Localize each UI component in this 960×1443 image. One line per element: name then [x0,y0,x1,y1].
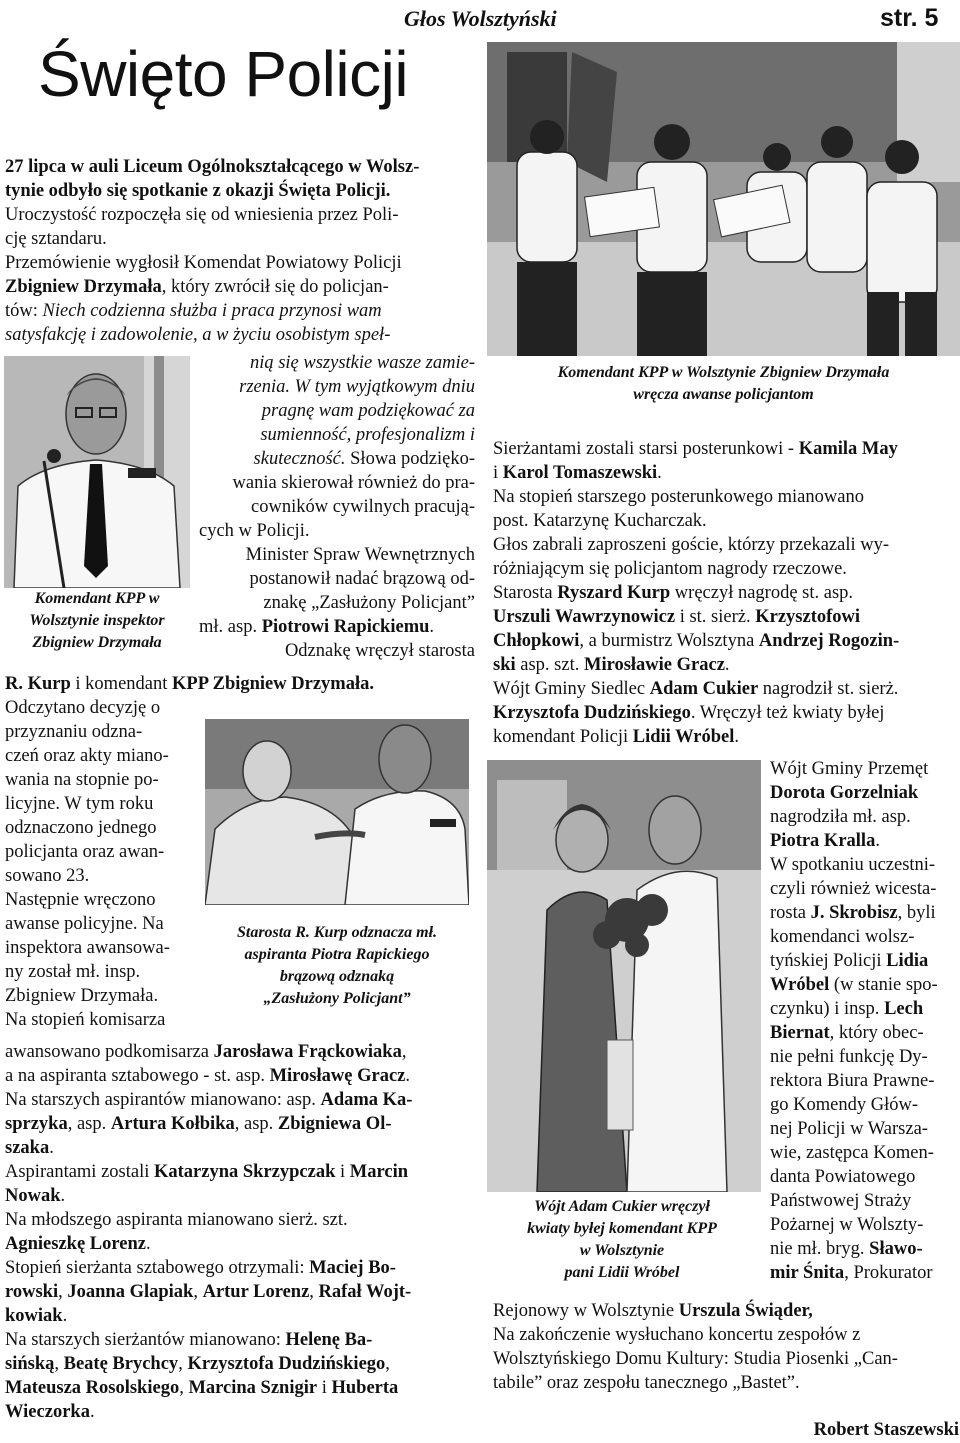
person-name: Artura Kołbika [110,1114,235,1134]
text-span: , [178,1354,188,1374]
caption-line: wręcza awanse policjantom [633,386,814,403]
text-line: znakę „Zasłużony Policjant” [263,593,475,613]
text-span: . Wręczył też kwiaty byłej [690,703,885,723]
person-name: Urszuli Wawrzynowicz [493,607,676,627]
quote-span: Niech codzienna służba i praca przynosi wam [42,301,382,321]
text-line: awanse policyjne. Na [5,914,164,934]
text-line [5,1328,475,1352]
caption-line: Komendant KPP w [34,590,160,607]
text-line [493,725,959,749]
person-name: ski [493,655,516,675]
person-name: Agnieszkę Lorenz [5,1234,146,1254]
text-line [493,701,959,725]
person-name: Karol Tomaszewski [502,463,658,483]
person-name: sińską [5,1354,55,1374]
text-span: . [429,617,435,637]
text-span: , Prokurator [844,1263,933,1283]
text-span: , [385,1354,390,1374]
person-name: Krzysztofa Dudzińskiego [187,1354,386,1374]
text-span: i komendant [70,674,173,694]
text-line [770,997,960,1021]
person-name: Adam Cukier [649,679,759,699]
text-line [5,1160,475,1184]
article-right-narrow-block [770,757,960,1285]
text-span: . [875,831,880,851]
text-line [493,677,959,701]
person-name: J. Skrobisz [810,903,898,923]
text-line: Na stopień starszego posterunkowego mianowano [493,487,864,507]
text-span: , asp. [67,1114,111,1134]
text-line [770,829,960,853]
text-line [5,1256,475,1280]
text-line [493,581,959,605]
text-span: , a burmistrz Wolsztyna [579,631,759,651]
ceremony-photo [487,42,960,356]
person-name: Helenę Ba- [285,1330,373,1350]
person-name: Piotrowi Rapickiemu [261,617,430,637]
text-span: , [193,1282,203,1302]
person-name: Zbigniew Drzymała [5,277,162,297]
text-span: , byli [897,903,936,923]
text-line: postanowił nadać brązową od- [249,569,475,589]
person-name: Jarosława Frąckowiaka [213,1042,402,1062]
text-span: . [405,1066,410,1086]
ceremony-caption [487,362,960,406]
caption-line: brązową odznaką [279,968,395,985]
text-span: (w stanie spo- [829,975,938,995]
text-span: . [60,1186,66,1206]
medal-caption [205,922,469,1010]
quote-span: skuteczność. [253,449,346,469]
text-line [5,1232,475,1256]
text-span: nie mł. bryg. [770,1239,870,1259]
text-span: . [657,463,662,483]
text-line [5,1400,475,1424]
person-name: Wróbel [770,975,830,995]
portrait-photo [4,356,190,588]
article-narrow-block [5,696,197,1032]
text-span: rosta [770,903,811,923]
text-line: Dorota Gorzelniak [770,783,919,803]
person-name: Sławo- [869,1239,923,1259]
person-name: Krzysztofowi [755,607,861,627]
person-name: R. Kurp [5,674,71,694]
text-line [770,901,960,925]
text-line: W spotkaniu uczestni- [770,855,936,875]
person-name: Kamila May [798,439,898,459]
text-line [493,461,959,485]
person-name: Mateusza Rosolskiego [5,1378,180,1398]
text-line [5,1112,475,1136]
text-line: nagrodziła mł. asp. [770,807,911,827]
text-line: tabile” oraz zespołu tanecznego „Bastet”. [493,1373,800,1393]
text-span: Sierżantami zostali starsi posterunkowi - [493,439,799,459]
text-line: pragnę wam podziękować za [261,401,475,421]
person-name: Biernat [770,1023,830,1043]
text-span: Wójt Gminy Siedlec [493,679,650,699]
text-line [5,1352,475,1376]
text-line: satysfakcję i zadowolenie, a w życiu osobistym speł- [5,325,391,345]
text-line: policjanta oraz awan- [5,842,165,862]
text-line [770,949,960,973]
text-line: nej Policji w Warsza- [770,1119,928,1139]
text-line: Wójt Gminy Przemęt [770,759,929,779]
text-span: i st. sierż. [675,607,756,627]
text-line: nie pełni funkcję Dy- [770,1047,928,1067]
text-line [493,1299,959,1323]
text-line [493,629,959,653]
person-name: Artur Lorenz [202,1282,310,1302]
person-name: Andrzej Rogozin- [758,631,900,651]
text-line: sumienność, profesjonalizm i [260,425,475,445]
text-span: Aspirantami zostali [5,1162,154,1182]
text-line [5,275,475,299]
person-name: Urszula Świąder, [678,1301,813,1321]
flowers-caption [487,1196,757,1284]
person-name: KPP Zbigniew Drzymała [172,674,370,694]
text-line: czeń oraz akty miano- [5,746,169,766]
text-line: przyznaniu odzna- [5,722,143,742]
person-name: Lidii Wróbel [632,727,735,747]
text-span: Rejonowy w Wolsztynie [493,1301,679,1321]
text-line [5,1304,475,1328]
text-line: danta Powiatowego [770,1167,916,1187]
text-span: mł. asp. [199,617,262,637]
text-line: różniającym się policjantom nagrody rzeczowe. [493,559,847,579]
text-line: Na młodszego aspiranta mianowano sierż. szt. [5,1210,348,1230]
caption-line: w Wolsztynie [579,1242,665,1259]
text-span: komendant Policji [493,727,633,747]
text-span: . [62,1306,68,1326]
person-name: Krzysztofa Dudzińskiego [493,703,691,723]
text-line: Odznakę wręczył starosta [284,641,475,661]
person-name: Rafał Wojt- [318,1282,412,1302]
person-name: szaka [5,1138,50,1158]
text-span: czynku) i insp. [770,999,885,1019]
text-span: . [49,1138,54,1158]
text-line: Wolsztyńskiego Domu Kultury: Studia Piosenki „Can- [493,1349,898,1369]
article-title: Święto Policji [38,38,409,110]
text-line: Na stopień komisarza [5,1010,166,1030]
text-span: wręczył nagrodę st. asp. [670,583,854,603]
text-span: . [734,727,739,747]
text-line: tynie odbyło się spotkanie z okazji Święta Policji. [5,181,391,201]
flowers-photo [487,760,761,1192]
text-span: , asp. [234,1114,278,1134]
text-span: , [179,1378,189,1398]
person-name: Lidia [886,951,929,971]
text-line: wie, zastępca Komen- [770,1143,934,1163]
article-middle-block [199,351,475,663]
article-lead [5,155,475,347]
text-line: cych w Policji. [199,521,310,541]
text-span: nagrodził st. sierż. [758,679,899,699]
text-span: tów: [5,301,43,321]
text-line [5,1088,475,1112]
text-line [5,1136,475,1160]
text-line: Odczytano decyzję o [5,698,161,718]
text-span: . [89,1402,95,1422]
text-line: nią się wszystkie wasze zamie- [249,353,475,373]
text-line [493,605,959,629]
caption-line: „Zasłużony Policjant” [263,990,411,1007]
person-name: Ryszard Kurp [557,583,671,603]
person-name: Joanna Glapiak [67,1282,194,1302]
caption-line: Starosta R. Kurp odznacza mł. [236,924,438,941]
text-span: i [335,1162,350,1182]
page-number: str. 5 [880,4,939,32]
text-line [770,1021,960,1045]
person-name: Chłopkowi [493,631,580,651]
text-line: inspektora awansowa- [5,938,170,958]
text-line: czyli również wicesta- [770,879,937,899]
text-span: i [317,1378,332,1398]
text-line [199,615,475,639]
text-line [5,1184,475,1208]
text-line: wania na stopnie po- [5,770,159,790]
text-line [5,672,475,696]
text-line [5,1064,475,1088]
text-line: Państwowej Straży [770,1191,912,1211]
person-name: sprzyka [5,1114,68,1134]
article-right-block [493,437,959,749]
text-span: , [309,1282,319,1302]
article-ending-block [493,1299,959,1395]
person-name: Lech [884,999,924,1019]
text-span: , który obec- [829,1023,924,1043]
text-span: Stopień sierżanta sztabowego otrzymali: [5,1258,310,1278]
caption-line: Zbigniew Drzymała [32,634,162,651]
text-line: Na zakończenie wysłuchano koncertu zespołów z [493,1325,861,1345]
text-line [5,299,475,323]
text-span: . [145,1234,151,1254]
person-name: Zbigniewa Ol- [277,1114,392,1134]
person-name: Wieczorka [5,1402,90,1422]
text-span: Na starszych aspirantów mianowano: asp. [5,1090,321,1110]
text-span: , [54,1354,64,1374]
text-line [493,653,959,677]
text-line [770,1237,960,1261]
text-line: Zbigniew Drzymała. [5,986,159,1006]
person-name: kowiak [5,1306,63,1326]
text-line: cję sztandaru. [5,229,107,249]
caption-line: pani Lidii Wróbel [564,1264,680,1281]
newspaper-name: Głos Wolsztyński [404,6,557,31]
text-span: awansowano podkomisarza [5,1042,214,1062]
text-line [199,447,475,471]
caption-line: kwiaty byłej komendant KPP [527,1220,717,1237]
text-line: sowano 23. [5,866,90,886]
text-line: Uroczystość rozpoczęła się od wniesienia przez Poli- [5,205,399,225]
person-name: Piotra Kralla [770,831,876,851]
text-line: rzenia. W tym wyjątkowym dniu [239,377,475,397]
text-span: Słowa podzięko- [345,449,475,469]
article-promotions-block [5,1040,475,1424]
person-name: Marcina Sznigir [188,1378,318,1398]
text-line [770,1261,960,1285]
person-name: mir Śnita [770,1263,845,1283]
text-line [5,1280,475,1304]
text-span: , który zwrócił się do policjan- [161,277,389,297]
article-author: Robert Staszewski [813,1420,959,1440]
text-line: post. Katarzynę Kucharczak. [493,511,707,531]
person-name: Adama Ka- [320,1090,413,1110]
text-line: Pożarnej w Wolszty- [770,1215,924,1235]
text-line [5,1376,475,1400]
text-line: rektora Biura Prawne- [770,1071,935,1091]
text-line: cowników cywilnych pracują- [251,497,475,517]
text-line: odznaczono jednego [5,818,157,838]
caption-line: Komendant KPP w Wolsztynie Zbigniew Drzymała [557,364,890,381]
text-span: tyńskiej Policji [770,951,887,971]
person-name: Nowak [5,1186,61,1206]
text-line [5,1040,475,1064]
text-span: i [493,463,503,483]
text-line: licyjne. W tym roku [5,794,154,814]
text-line: Minister Spraw Wewnętrznych [245,545,475,565]
text-span: . [369,674,374,694]
caption-line: Wolsztynie inspektor [29,612,165,629]
text-line: Głos zabrali zaproszeni goście, którzy przekazali wy- [493,535,890,555]
portrait-caption [4,588,190,654]
text-line [770,973,960,997]
text-line: wania skierował również do pra- [232,473,475,493]
person-name: Beatę Brychcy [63,1354,179,1374]
text-span: . [724,655,730,675]
person-name: rowski [5,1282,59,1302]
caption-line: aspiranta Piotra Rapickiego [244,946,430,963]
text-span: Na starszych sierżantów mianowano: [5,1330,286,1350]
medal-photo [205,719,469,905]
text-span: , [401,1042,407,1062]
person-name: Katarzyna Skrzypczak [154,1162,336,1182]
text-line: Przemówienie wygłosił Komendat Powiatowy Policji [5,253,402,273]
text-span: , [58,1282,68,1302]
person-name: Marcin [349,1162,409,1182]
person-name: Huberta [331,1378,399,1398]
person-name: Mirosławę Gracz [269,1066,406,1086]
caption-line: Wójt Adam Cukier wręczył [534,1198,710,1215]
text-line: go Komendy Głów- [770,1095,918,1115]
text-line: komendanci wolsz- [770,927,915,947]
text-line: Następnie wręczono [5,890,156,910]
person-name: Maciej Bo- [309,1258,396,1278]
text-line [493,437,959,461]
text-line: 27 lipca w auli Liceum Ogólnokształcącego w Wolsz- [5,157,420,177]
text-span: Starosta [493,583,558,603]
text-span: a na aspiranta sztabowego - st. asp. [5,1066,270,1086]
text-span: asp. szt. [515,655,584,675]
person-name: Mirosławie Gracz [583,655,725,675]
text-line: ny został mł. insp. [5,962,141,982]
